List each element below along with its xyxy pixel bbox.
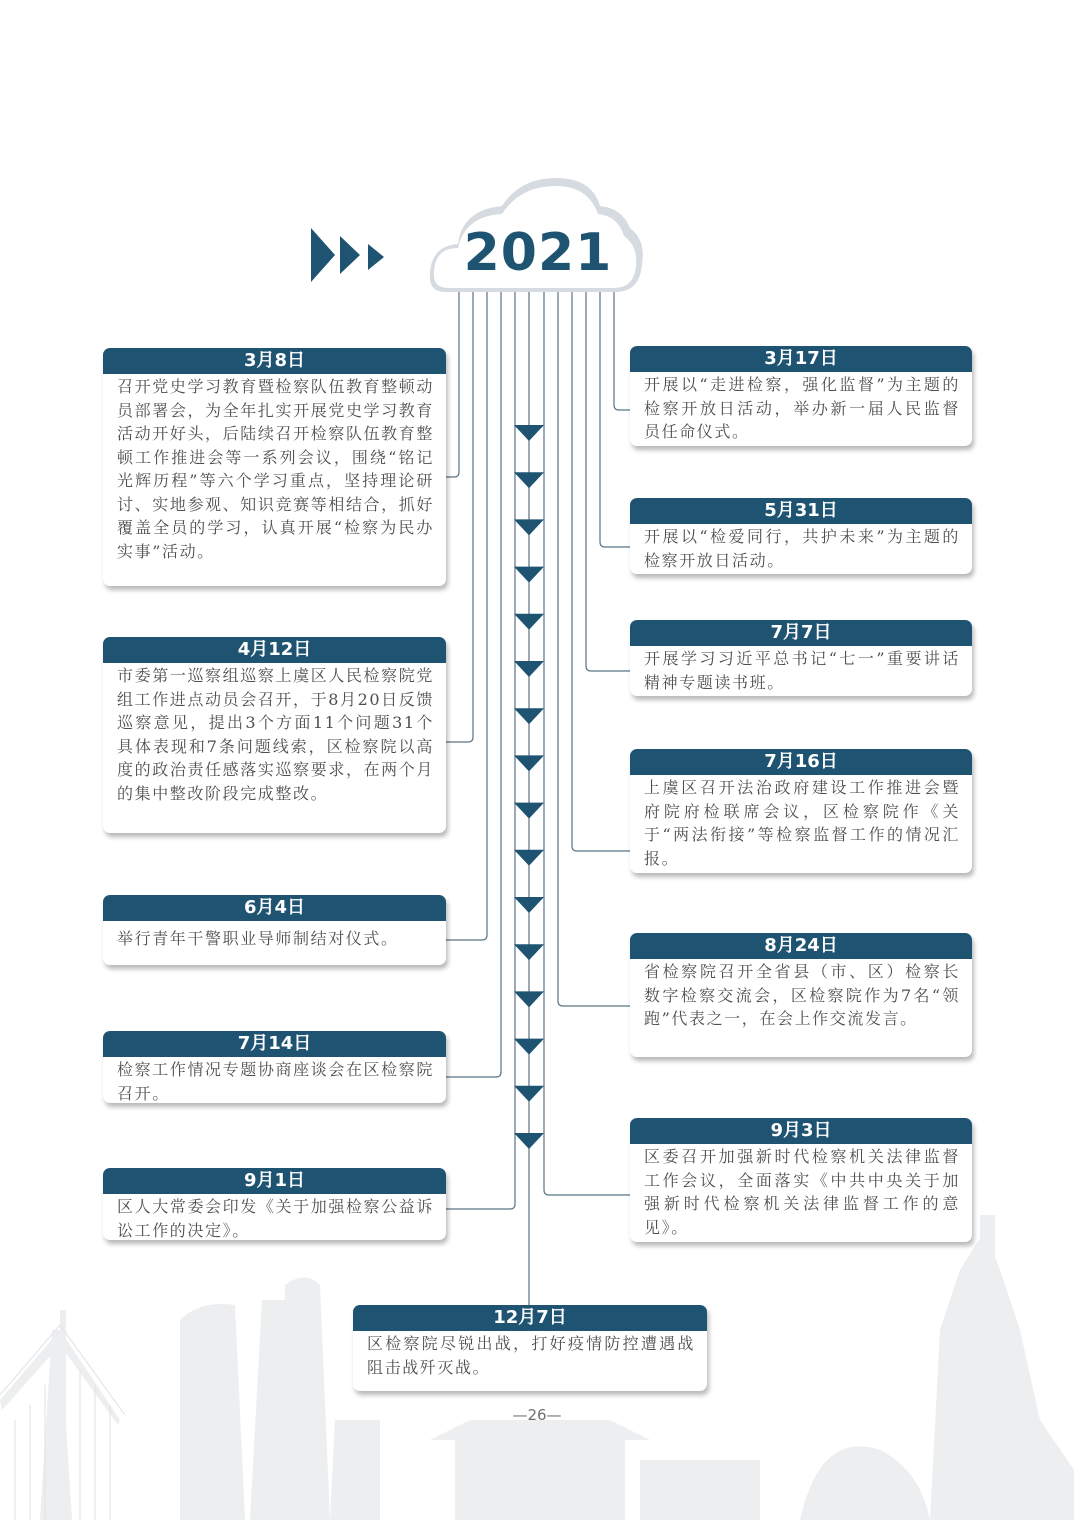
event-card xyxy=(103,895,446,965)
down-arrow-icon xyxy=(514,991,544,1007)
down-arrow-icon xyxy=(514,472,544,488)
event-date: 12月7日 xyxy=(353,1305,707,1331)
event-card xyxy=(103,637,446,833)
down-arrow-icon xyxy=(514,803,544,819)
event-card xyxy=(630,346,972,446)
event-date: 7月14日 xyxy=(103,1031,446,1057)
event-card xyxy=(353,1305,707,1391)
event-date: 6月4日 xyxy=(103,895,446,921)
event-card xyxy=(630,620,972,696)
down-arrow-icon xyxy=(514,519,544,535)
down-arrow-icon xyxy=(514,944,544,960)
down-arrow-icon xyxy=(514,755,544,771)
page-number: —26— xyxy=(512,1406,562,1424)
down-arrow-icon xyxy=(514,661,544,677)
event-card xyxy=(103,348,446,586)
down-arrow-icon xyxy=(514,1086,544,1102)
event-card xyxy=(103,1031,446,1103)
event-date: 9月3日 xyxy=(630,1118,972,1144)
down-arrow-icon xyxy=(514,708,544,724)
event-text: 举行青年干警职业导师制结对仪式。 xyxy=(117,929,399,948)
event-card xyxy=(630,933,972,1057)
event-date: 5月31日 xyxy=(630,498,972,524)
event-text: 开展以“检爱同行，共护未来”为主题的检察开放日活动。 xyxy=(644,527,960,570)
event-date: 4月12日 xyxy=(103,637,446,663)
event-date: 7月7日 xyxy=(630,620,972,646)
event-text: 区委召开加强新时代检察机关法律监督工作会议，全面落实《中共中央关于加强新时代检察机关法律监督工作的意见》。 xyxy=(644,1147,960,1237)
down-arrow-icon xyxy=(514,1039,544,1055)
down-arrow-icon xyxy=(514,614,544,630)
down-arrow-icon xyxy=(514,1133,544,1149)
down-arrow-icon xyxy=(514,897,544,913)
triple-chevron-icon xyxy=(311,228,384,282)
event-text: 市委第一巡察组巡察上虞区人民检察院党组工作进点动员会召开，于8月20日反馈巡察意见，提出3个方面11个问题31个具体表现和7条问题线索，区检察院以高度的政治责任感落实巡察要求，在两个月的集中整改阶段完成整改。 xyxy=(117,666,434,803)
event-card xyxy=(630,1118,972,1242)
event-text: 省检察院召开全省县（市、区）检察长数字检察交流会，区检察院作为7名“领跑”代表之一，在会上作交流发言。 xyxy=(644,962,960,1028)
event-text: 区人大常委会印发《关于加强检察公益诉讼工作的决定》。 xyxy=(117,1197,434,1240)
event-date: 9月1日 xyxy=(103,1168,446,1194)
down-arrow-icon xyxy=(514,850,544,866)
event-text: 开展以“走进检察，强化监督”为主题的检察开放日活动，举办新一届人民监督员任命仪式。 xyxy=(644,375,960,441)
event-text: 检察工作情况专题协商座谈会在区检察院召开。 xyxy=(117,1060,434,1103)
event-text: 上虞区召开法治政府建设工作推进会暨府院府检联席会议，区检察院作《关于“两法衔接”等检察监督工作的情况汇报。 xyxy=(644,778,960,868)
event-text: 开展学习习近平总书记“七一”重要讲话精神专题读书班。 xyxy=(644,649,960,692)
event-text: 召开党史学习教育暨检察队伍教育整顿动员部署会，为全年扎实开展党史学习教育活动开好头，后陆续召开检察队伍教育整顿工作推进会等一系列会议，围绕“铭记光辉历程”等六个学习重点，坚持理论研讨、实地参观、知识竞赛等相结合，抓好覆盖全员的学习，认真开展“检察为民办实事”活动。 xyxy=(117,377,434,561)
event-date: 3月17日 xyxy=(630,346,972,372)
event-date: 7月16日 xyxy=(630,749,972,775)
event-date: 3月8日 xyxy=(103,348,446,374)
down-arrow-icon xyxy=(514,567,544,583)
event-date: 8月24日 xyxy=(630,933,972,959)
event-card xyxy=(630,498,972,574)
event-text: 区检察院尽锐出战，打好疫情防控遭遇战阻击战歼灭战。 xyxy=(367,1334,695,1377)
event-card xyxy=(630,749,972,873)
down-arrow-icon xyxy=(514,425,544,441)
year-title: 2021 xyxy=(463,223,613,283)
event-card xyxy=(103,1168,446,1240)
